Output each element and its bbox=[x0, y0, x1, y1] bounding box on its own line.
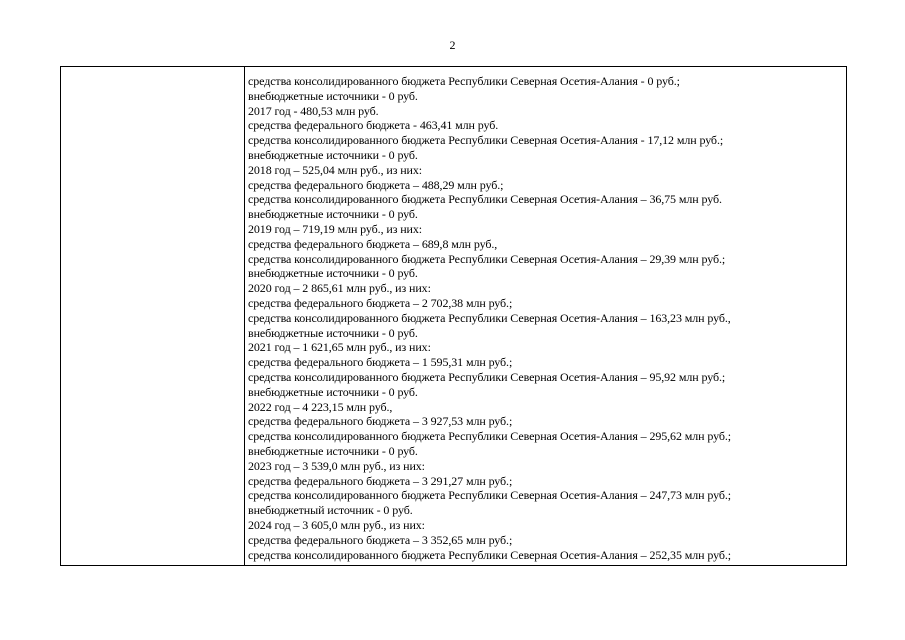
funding-line: средства федерального бюджета – 3 352,65 млн руб.; bbox=[248, 532, 513, 547]
funding-line: средства консолидированного бюджета Республики Северная Осетия-Алания – 95,92 млн руб.; bbox=[248, 369, 726, 384]
funding-line: средства консолидированного бюджета Республики Северная Осетия-Алания – 29,39 млн руб.; bbox=[248, 251, 726, 266]
year-total-line: 2020 год – 2 865,61 млн руб., из них: bbox=[248, 281, 431, 296]
funding-line: внебюджетные источники - 0 руб. bbox=[248, 325, 418, 340]
funding-line: средства консолидированного бюджета Республики Северная Осетия-Алания – 252,35 млн руб.; bbox=[248, 547, 731, 562]
funding-line: внебюджетный источник - 0 руб. bbox=[248, 503, 413, 518]
funding-line: средства федерального бюджета – 488,29 млн руб.; bbox=[248, 177, 504, 192]
funding-line: внебюджетные источники - 0 руб. bbox=[248, 266, 418, 281]
funding-line: средства федерального бюджета – 689,8 млн руб., bbox=[248, 236, 498, 251]
year-total-line: 2019 год – 719,19 млн руб., из них: bbox=[248, 221, 423, 236]
funding-line: средства консолидированного бюджета Республики Северная Осетия-Алания – 36,75 млн руб. bbox=[248, 192, 722, 207]
funding-line: внебюджетные источники - 0 руб. bbox=[248, 207, 418, 222]
funding-line: средства федерального бюджета - 463,41 млн руб. bbox=[248, 118, 499, 133]
funding-line: средства консолидированного бюджета Республики Северная Осетия-Алания – 247,73 млн руб.; bbox=[248, 488, 731, 503]
funding-line: внебюджетные источники - 0 руб. bbox=[248, 443, 418, 458]
funding-line: средства консолидированного бюджета Республики Северная Осетия-Алания - 0 руб.; bbox=[248, 74, 680, 88]
funding-line: средства федерального бюджета – 3 927,53 млн руб.; bbox=[248, 414, 513, 429]
year-total-line: 2021 год – 1 621,65 млн руб., из них: bbox=[248, 340, 431, 355]
year-total-line: 2024 год – 3 605,0 млн руб., из них: bbox=[248, 517, 425, 532]
funding-line: средства федерального бюджета – 1 595,31 млн руб.; bbox=[248, 355, 513, 370]
table-left-cell bbox=[61, 67, 245, 565]
year-total-line: 2023 год – 3 539,0 млн руб., из них: bbox=[248, 458, 425, 473]
funding-line: средства федерального бюджета – 3 291,27 млн руб.; bbox=[248, 473, 513, 488]
funding-line: средства консолидированного бюджета Республики Северная Осетия-Алания – 163,23 млн руб., bbox=[248, 310, 731, 325]
table-right-cell bbox=[245, 67, 846, 565]
year-total-line: 2018 год – 525,04 млн руб., из них: bbox=[248, 162, 423, 177]
funding-line: средства федерального бюджета – 2 702,38 млн руб.; bbox=[248, 295, 513, 310]
funding-line: внебюджетные источники - 0 руб. bbox=[248, 88, 418, 103]
funding-line: внебюджетные источники - 0 руб. bbox=[248, 384, 418, 399]
year-total-line: 2022 год – 4 223,15 млн руб., bbox=[248, 399, 393, 414]
funding-line: внебюджетные источники - 0 руб. bbox=[248, 147, 418, 162]
financing-table bbox=[60, 66, 847, 566]
page-number: 2 bbox=[449, 38, 456, 52]
funding-line: средства консолидированного бюджета Республики Северная Осетия-Алания - 17,12 млн руб.; bbox=[248, 133, 724, 148]
year-total-line: 2017 год - 480,53 млн руб. bbox=[248, 103, 379, 118]
funding-line: средства консолидированного бюджета Республики Северная Осетия-Алания – 295,62 млн руб.; bbox=[248, 429, 731, 444]
